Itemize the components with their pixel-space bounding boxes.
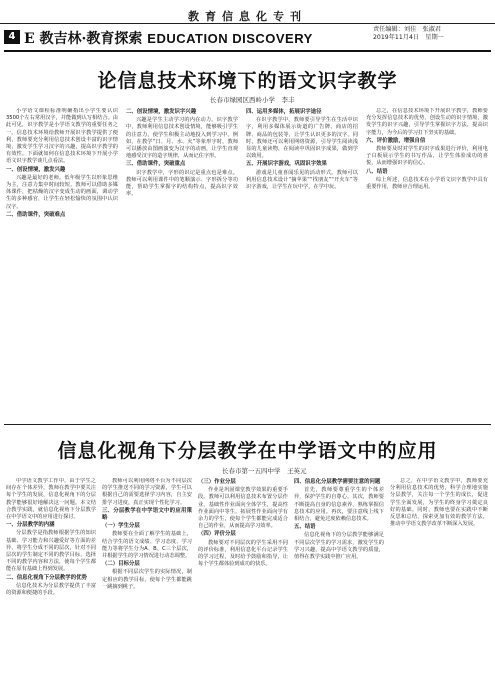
paragraph: 教师要在全面了解学生的基础上，结合学生的语文成绩、学习态度、学习能力等将学生分为A、B、C三个层次，并根据学生的学习情况进行动态调整。 [102, 531, 192, 560]
subheading: 四、信息化分层教学需要注意的问题 [294, 479, 381, 485]
article2-byline: 长春市第一五四中学 王英元 [222, 467, 307, 475]
subheading: 六、评价激励，增强自信 [366, 137, 426, 144]
article2-title: 信息化视角下分层教学在中学语文中的应用 [57, 440, 438, 462]
paragraph: 游戏是儿童喜闻乐见的活动形式。教师可以利用信息技术设计“摘苹果”“找朋友”“开火车”等识字游戏，让学生在玩中学，在学中玩。 [246, 169, 358, 191]
editor-line: 责任编辑：刘佳 张淑君 [373, 26, 442, 33]
subheading: 二、信息化视角下分层教学的优势 [6, 574, 87, 581]
subheading: 四、运用多媒体，拓展识字途径 [246, 109, 322, 115]
paragraph: 综上所述，信息技术在小学语文识字教学中具有重要作用，教师应合理运用。 [366, 176, 488, 191]
edition-meta [373, 26, 483, 42]
subheading: 二、创设情境，激发识字兴趣 [126, 109, 197, 115]
paragraph: 首先，教师要尊重学生的个体差异，保护学生的自尊心。其次，教师要不断提高自身的信息素养，熟练掌握信息技术的应用。再次，要注意线上线下相结合，避免过度依赖信息技术。 [294, 487, 384, 523]
article2-column-1 [6, 478, 96, 690]
article1-column-2 [126, 108, 238, 420]
subheading: （二）目标分层 [102, 561, 140, 568]
subheading: 三、分层教学在中学语文中的应用策略 [102, 507, 192, 522]
paragraph: 教师可以利用网络平台为不同层次的学生推送不同的学习资源，学生可以根据自己的需要选择学习内容，自主安排学习进度，真正实现个性化学习。 [102, 478, 192, 506]
paragraph: 兴趣是学生主动学习的内在动力。识字教学中，教师利用信息技术创设情境，能够吸引学生的注意力，使学生积极主动地投入到学习中。例如，在教学“日、月、水、火”等象形字时，教师可以播放由图画演变为汉字的动画，让学生直观地感受汉字的造字规律，从而记住字形。 [126, 117, 238, 160]
page-number: 4 [4, 30, 20, 44]
paragraph: 总之，在中学语文教学中，教师要充分利用信息技术的优势，科学合理地实施分层教学，关注每一个学生的成长，促进学生全面发展，为学生的终身学习奠定良好的基础。同时，教师也要在实践中不断反思和总结，探索更加有效的教学方法，推动中学语文教学改革不断深入发展。 [390, 478, 488, 528]
article1-title: 论信息技术环境下的语文识字教学 [97, 70, 398, 92]
subheading: 一、创设情境，激发兴趣 [6, 166, 66, 173]
brand-en: EDUCATION DISCOVERY [147, 31, 313, 46]
subheading: （三）作业分层 [198, 479, 236, 485]
subheading: 五、开展识字游戏，巩固识字效果 [246, 161, 327, 168]
paragraph: 信息化视角下的分层教学能够满足不同层次学生的学习需求，激发学生的学习兴趣，提高中学语文教学的质量，值得在教学实践中推广应用。 [294, 532, 384, 561]
paragraph: 教师要对不同层次的学生采用不同的评价标准，利用信息化平台记录学生的学习过程，及时给予鼓励和指导，让每个学生都体验到成功的快乐。 [198, 539, 288, 568]
subheading: （一）学生分层 [102, 523, 140, 530]
paragraph: 信息化技术为分层教学提供了丰富的资源和便捷的手段。 [6, 582, 96, 597]
paragraph: 根据不同层次学生的实际情况，制定相应的教学目标，使每个学生都能跳一跳摘到桃子。 [102, 569, 192, 590]
paragraph: 中学语文教学工作中，由于学生之间存在个体差异，教师在教学中要关注每个学生的发展，信息化视角下的分层教学能够很好地解决这一问题。本文结合教学实践，就信息化视角下分层教学在中学语文中的应用进行探讨。 [6, 478, 96, 521]
paragraph: 小学语文课程标准明确指出小学生要认识3500个左右常用汉字，并能做到认写相结合。由此可见，识字教学是小学语文教学的重要任务之一。信息技术环境给教师开展识字教学提供了便利，教师要充分利用信息技术创设丰富的识字情境，激发学生学习汉字的兴趣，提高识字教学的有效性。下面就如何在信息技术环境下开展小学语文识字教学谈几点看法。 [6, 108, 118, 165]
subheading: （四）评价分层 [198, 531, 236, 538]
date-line: 2019年11月4日 星期一 [373, 34, 444, 41]
article1-byline: 长春市绿园区西岭小学 李丰 [210, 96, 295, 104]
article1-column-1 [6, 108, 118, 420]
subheading: 一、分层教学的内涵 [6, 522, 55, 529]
article2-column-5 [390, 478, 488, 690]
paragraph: 教师要及时对学生的识字成果进行评价，利用电子白板展示学生的书写作品，让学生体验成功的喜悦，从而增强识字的信心。 [366, 146, 488, 167]
article2-column-4 [294, 478, 384, 690]
paragraph: 分层教学是指教师根据学生的知识基础、学习能力和兴趣爱好等方面的差异，将学生分成不同的层次，针对不同层次的学生制定不同的教学目标，选择不同的教学内容和方法，使每个学生都能在原有基础上得到发展。 [6, 530, 96, 573]
paragraph: 识字教学中，字形的识记是重点也是难点。教师可以利用课件中的笔顺演示、字形拆分等功能，帮助学生掌握字的结构特点，提高识字效率。 [126, 169, 238, 198]
paragraph: 作业是巩固课堂教学效果的重要手段。教师可以利用信息技术布置分层作业，基础性作业面向全体学生，提高性作业面向中等生，拓展性作业面向学有余力的学生，使每个学生都能完成适合自己的作业，从而提高学习效率。 [198, 487, 288, 530]
banner-title: 教育信息化专刊 [188, 10, 307, 23]
article2-column-3 [198, 478, 288, 690]
subheading: 三、借助课件，突破重点 [126, 161, 186, 168]
page-banner [0, 6, 495, 24]
paragraph: 总之，在信息技术环境下开展识字教学，教师要充分发挥信息技术的优势，创设生动的识字情境，激发学生的识字兴趣，引导学生掌握识字方法，提高识字能力，为今后的学习打下坚实的基础。 [366, 108, 488, 136]
article2-column-2 [102, 478, 192, 690]
subheading: 八、结语 [366, 168, 388, 175]
subheading: 五、结语 [294, 524, 316, 531]
article1-column-3 [246, 108, 358, 420]
article-divider [4, 424, 491, 425]
section-brand [24, 28, 313, 48]
subheading: 二、借助课件，突破难点 [6, 211, 66, 218]
brand-cn: E 教吉林·教育探索 [24, 31, 143, 47]
paragraph: 在识字教学中，教师要引导学生在生活中识字，利用多媒体展示街道的广告牌、商店的招牌、商品的包装等，让学生认识更多的汉字。同时，教师还可以利用网络资源，引导学生阅读浅显的儿童读物，在阅读中巩固识字成果，做到学以致用。 [246, 117, 358, 160]
paragraph: 兴趣是最好的老师。低年级学生以形象思维为主，注意力集中时间较短。教师可以借助多媒体课件，把枯燥的汉字变成生动的画面，调动学生的多种感官，让学生在轻松愉快的氛围中认识汉字。 [6, 174, 118, 210]
article1-column-4 [366, 108, 488, 420]
header-rule [4, 50, 491, 52]
